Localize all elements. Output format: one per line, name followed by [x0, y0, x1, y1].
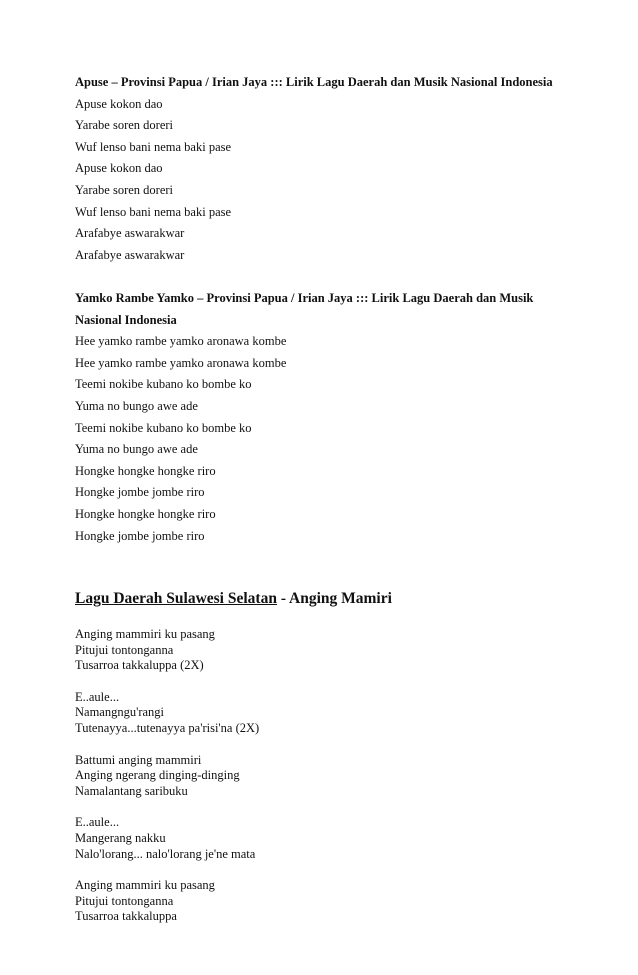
stanza: [75, 690, 575, 737]
lyric-line: Hongke jombe jombe riro: [75, 528, 205, 543]
lyric-line: Wuf lenso bani nema baki pase: [75, 204, 232, 219]
section-title-rest: - Anging Mamiri: [276, 590, 392, 607]
lyric-line: Yuma no bungo awe ade: [75, 398, 198, 413]
lyric-line: Pitujui tontonganna: [75, 893, 174, 908]
lyric-line: Namalantang saribuku: [75, 783, 188, 798]
lyric-line: Tusarroa takkaluppa (2X): [75, 658, 204, 673]
lyric-line: E..aule...: [75, 815, 120, 830]
lyric-line: Anging mammiri ku pasang: [75, 878, 215, 893]
section-title-anging-mamiri: [75, 590, 392, 608]
stanza: [75, 753, 575, 800]
lyric-line: Namangngu'rangi: [75, 705, 165, 720]
section-yamko-rambe-yamko: [75, 288, 575, 547]
lyric-line: Yuma no bungo awe ade: [75, 442, 198, 457]
section-title-yamko-line1: Yamko Rambe Yamko – Provinsi Papua / Irian Jaya ::: Lirik Lagu Daerah dan Musik: [75, 291, 534, 305]
lyric-line: Hongke hongke hongke riro: [75, 463, 216, 478]
lyric-line: Pitujui tontonganna: [75, 642, 174, 657]
section-title-apuse: Apuse – Provinsi Papua / Irian Jaya ::: Lirik Lagu Daerah dan Musik Nasional Indonesia: [75, 75, 553, 89]
lyric-line: Arafabye aswarakwar: [75, 247, 185, 262]
stanza: [75, 815, 575, 862]
lyric-line: E..aule...: [75, 689, 120, 704]
lyric-line: Anging mammiri ku pasang: [75, 627, 215, 641]
stanza: [75, 878, 575, 925]
lyric-line: Hee yamko rambe yamko aronawa kombe: [75, 334, 287, 349]
stanza: [75, 627, 575, 674]
lyric-line: Tusarroa takkaluppa: [75, 909, 177, 924]
lyric-line: Nalo'lorang... nalo'lorang je'ne mata: [75, 846, 256, 861]
lyric-line: Apuse kokon dao: [75, 96, 163, 111]
lyric-line: Hee yamko rambe yamko aronawa kombe: [75, 355, 287, 370]
lyric-line: Mangerang nakku: [75, 830, 166, 845]
lyric-line: Apuse kokon dao: [75, 161, 163, 176]
section-apuse: [75, 72, 575, 266]
lyric-line: Teemi nokibe kubano ko bombe ko: [75, 420, 252, 435]
lyric-line: Yarabe soren doreri: [75, 118, 174, 133]
section-anging-mamiri: [75, 627, 575, 941]
lyric-line: Yarabe soren doreri: [75, 182, 174, 197]
lyric-line: Arafabye aswarakwar: [75, 226, 185, 241]
section-title-link[interactable]: Lagu Daerah Sulawesi Selatan: [75, 590, 277, 607]
lyric-line: Wuf lenso bani nema baki pase: [75, 139, 232, 154]
lyric-line: Battumi anging mammiri: [75, 752, 202, 767]
lyric-line: Teemi nokibe kubano ko bombe ko: [75, 377, 252, 392]
lyric-line: Hongke hongke hongke riro: [75, 506, 216, 521]
lyric-line: Tutenayya...tutenayya pa'risi'na (2X): [75, 720, 260, 735]
lyric-line: Anging ngerang dinging-dinging: [75, 768, 240, 783]
lyric-line: Hongke jombe jombe riro: [75, 485, 205, 500]
section-title-yamko-line2: Nasional Indonesia: [75, 312, 177, 327]
